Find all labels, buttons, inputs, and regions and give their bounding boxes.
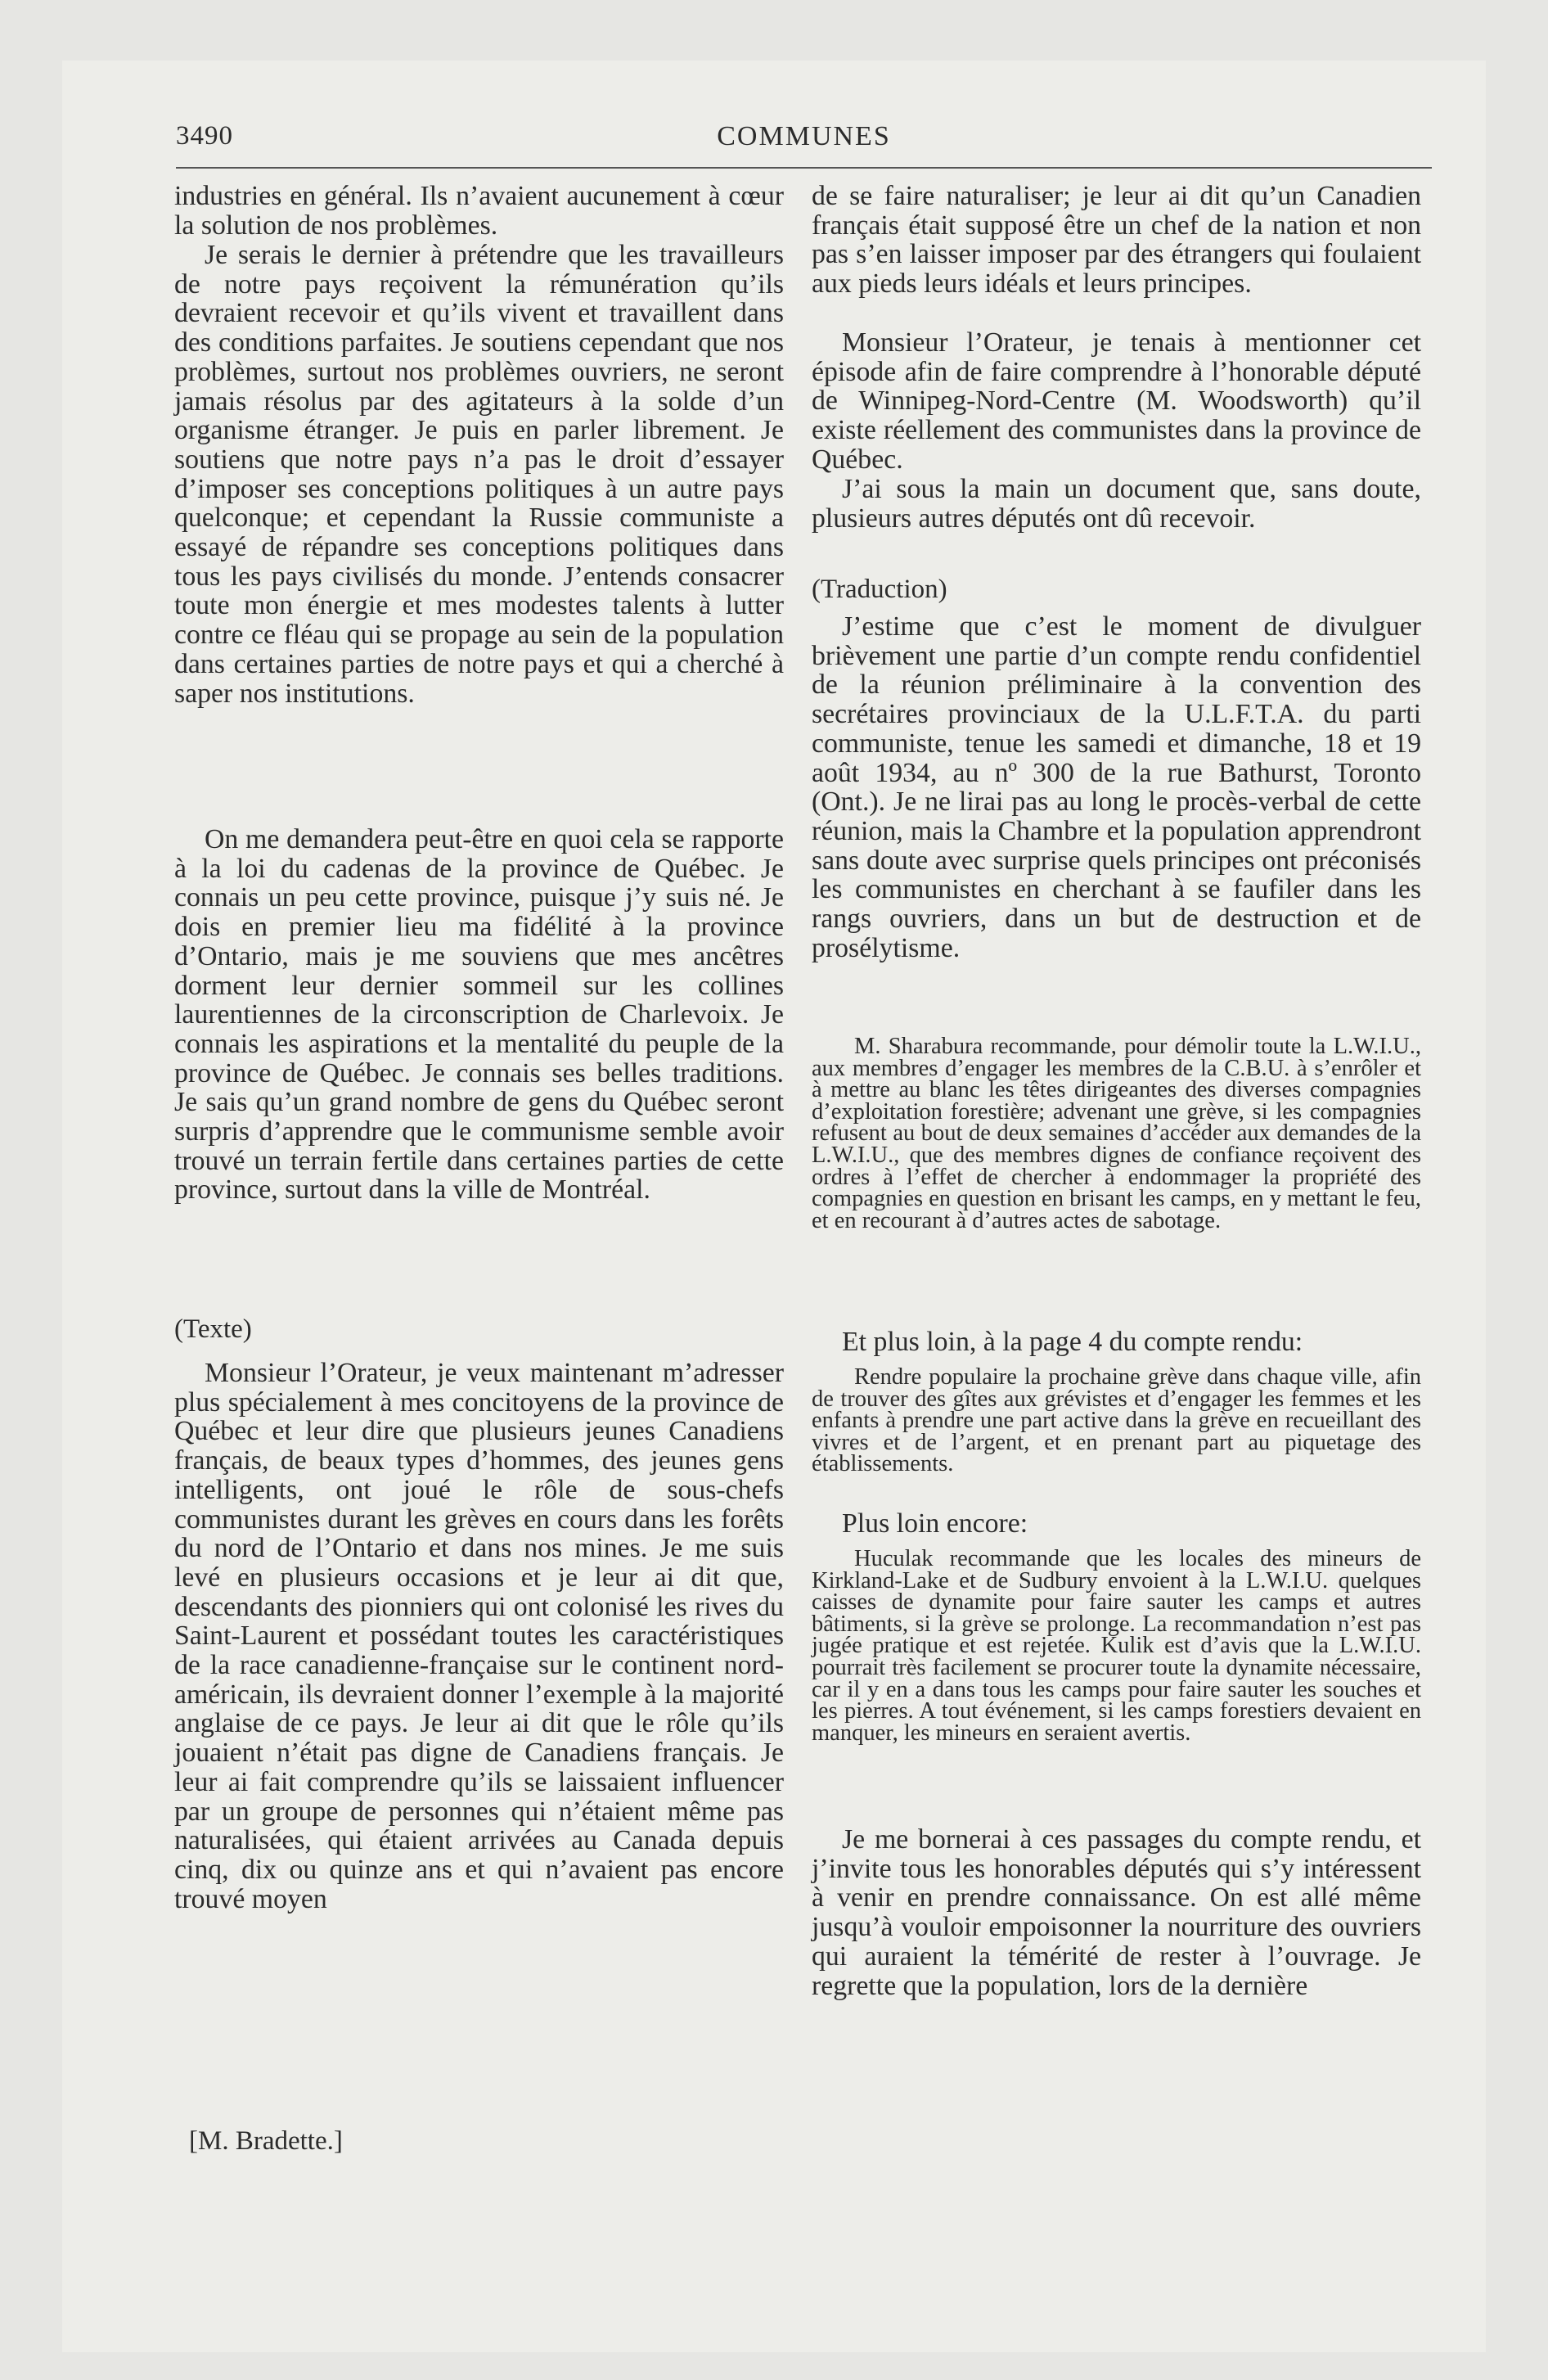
paragraph: On me demandera peut-être en quoi cela se rapporte à la loi du cadenas de la province de Québec. Je connais un peu cette province, puisque j’y suis né. Je dois en premier lieu ma fidélité à la province d’Ontario, mais je me souviens que mes ancêtres dorment leur dernier sommeil sur les collines laurentiennes de la circonscription de Charlevoix. Je connais les aspirations et la mentalité du peuple de la province de Québec. Je connais ses belles traditions. Je sais qu’un grand nombre de gens du Québec seront surpris d’apprendre que le communisme semble avoir trouvé un terrain fertile dans certaines parties de cette province, surtout dans la ville de Montréal. [174, 824, 784, 1206]
paragraph: Monsieur l’Orateur, je tenais à mentionner cet épisode afin de faire comprendre à l’honorable député de Winnipeg-Nord-Centre (M. Woodsworth) qu’il existe réellement des communistes dans la province de Québec. [812, 327, 1421, 475]
paragraph: industries en général. Ils n’avaient aucunement à cœur la solution de nos problèmes. [174, 181, 784, 241]
paragraph: J’ai sous la main un document que, sans doute, plusieurs autres députés ont dû recevoir. [812, 474, 1421, 534]
section-label-texte: (Texte) [174, 1314, 252, 1344]
quoted-excerpt: M. Sharabura recommande, pour démolir toute la L.W.I.U., aux membres d’engager les membres de la C.B.U. à s’enrôler et à mettre au blanc les têtes dirigeantes des diverses compagnies d’exploitation forestière; advenant une grève, si les compagnies refusent au bout de deux semaines d’accéder aux demandes de la L.W.I.U., que des membres dignes de confiance reçoivent des ordres à l’effet de chercher à endommager la propriété des compagnies en question en brisant les camps, en y mettant le feu, et en recourant à d’autres actes de sabotage. [812, 1034, 1421, 1233]
paragraph: Je me bornerai à ces passages du compte rendu, et j’invite tous les honorables députés qui s’y intéressent à venir en prendre connaissance. On est allé même jusqu’à vouloir empoisonner la nourriture des ouvriers qui auraient la témérité de rester à l’ouvrage. Je regrette que la population, lors de la dernière [812, 1824, 1421, 2001]
page-header [176, 121, 1432, 160]
quoted-excerpt: Huculak recommande que les locales des mineurs de Kirkland-Lake et de Sudbury envoient à la L.W.I.U. quelques caisses de dynamite pour faire sauter les camps et autres bâtiments, si la grève se prolonge. La recommandation n’est pas jugée pratique et est rejetée. Kulik est d’avis que la L.W.I.U. pourrait très facilement se procurer toute la dynamite nécessaire, car il y en a dans tous les camps pour faire sauter les souches et les pierres. A tout événement, si les camps forestiers devaient en manquer, les mineurs en seraient avertis. [812, 1546, 1421, 1746]
right-column [812, 182, 1421, 2000]
section-label-traduction: (Traduction) [812, 575, 947, 604]
paragraph: Plus loin encore: [842, 1508, 1028, 1539]
speaker-signature: [M. Bradette.] [189, 2126, 343, 2156]
page-number: 3490 [176, 121, 233, 151]
paragraph: Et plus loin, à la page 4 du compte rendu: [842, 1327, 1303, 1357]
paragraph: Monsieur l’Orateur, je veux maintenant m’adresser plus spécialement à mes concitoyens de la province de Québec et leur dire que plusieurs jeunes Canadiens français, de beaux types d’hommes, des jeunes gens intelligents, ont joué le rôle de sous-chefs communistes durant les grèves en cours dans les forêts du nord de l’Ontario et dans nos mines. Je me suis levé en plusieurs occasions et je leur ai dit que, descendants des pionniers qui ont colonisé les rives du Saint-Laurent et possédant toutes les caractéristiques de la race canadienne-française sur le continent nord-américain, ils devraient donner l’exemple à la majorité anglaise de ce pays. Je leur ai dit que le rôle qu’ils jouaient n’était pas digne de Canadiens français. Je leur ai fait comprendre qu’ils se laissaient influencer par un groupe de personnes qui n’étaient même pas naturalisées, qui étaient arrivées au Canada depuis cinq, dix ou quinze ans et qui n’avaient pas encore trouvé moyen [174, 1358, 784, 1914]
paragraph: J’estime que c’est le moment de divulguer brièvement une partie d’un compte rendu confidentiel de la réunion préliminaire à la convention des secrétaires provinciaux de la U.L.F.T.A. du parti communiste, tenue les samedi et dimanche, 18 et 19 août 1934, au nº 300 de la rue Bathurst, Toronto (Ont.). Je ne lirai pas au long le procès-verbal de cette réunion, mais la Chambre et la population apprendront sans doute avec surprise quels principes ont préconisés les communistes en cherchant à se faufiler dans les rangs ouvriers, dans un but de destruction et de prosélytisme. [812, 611, 1421, 963]
header-rule [176, 167, 1432, 169]
paragraph: Je serais le dernier à prétendre que les travailleurs de notre pays reçoivent la rémunération qu’ils devraient recevoir et qu’ils vivent et travaillent dans des conditions parfaites. Je soutiens cependant que nos problèmes, surtout nos problèmes ouvriers, ne seront jamais résolus par des agitateurs à la solde d’un organisme étranger. Je puis en parler librement. Je soutiens que notre pays n’a pas le droit d’essayer d’imposer ses conceptions politiques à un autre pays quelconque; et cependant la Russie communiste a essayé de répandre ses conceptions politiques dans tous les pays civilisés du monde. J’entends consacrer toute mon énergie et mes modestes talents à lutter contre ce fléau qui se propage au sein de la population dans certaines parties de notre pays et qui a cherché à saper nos institutions. [174, 240, 784, 709]
left-column [174, 182, 784, 2156]
running-title: COMMUNES [717, 121, 891, 151]
paragraph: de se faire naturaliser; je leur ai dit qu’un Canadien français était supposé être un chef de la nation et non pas s’en laisser imposer par des étrangers qui foulaient aux pieds leurs idéals et leurs principes. [812, 181, 1421, 300]
quoted-excerpt: Rendre populaire la prochaine grève dans chaque ville, afin de trouver des gîtes aux grévistes et d’engager les femmes et les enfants à prendre une part active dans la grève en recueillant des vivres et de l’argent, et en prenant part au piquetage des établissements. [812, 1364, 1421, 1477]
